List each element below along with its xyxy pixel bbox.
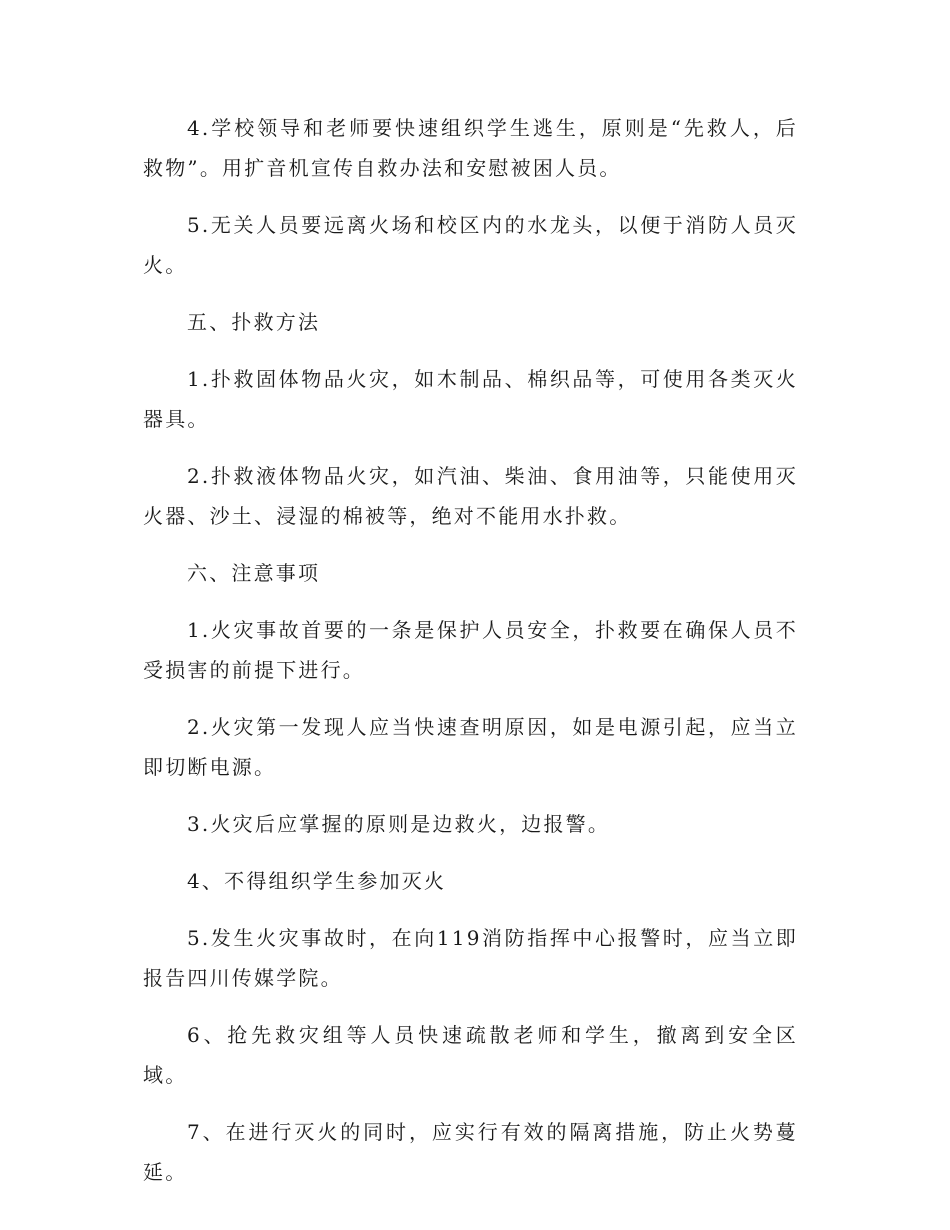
document-body [143,108,798,1209]
paragraph-5-report-119: 5.发生火灾事故时，在向119消防指挥中心报警时，应当立即报告四川传媒学院。 [143,926,798,990]
paragraph-7-isolation: 7、在进行灭火的同时，应实行有效的隔离措施，防止火势蔓延。 [143,1120,798,1184]
section-heading-precautions: 六、注意事项 [187,561,321,585]
paragraph-1-solid-fires: 1.扑救固体物品火灾，如木制品、棉织品等，可使用各类灭火器具。 [143,367,798,431]
paragraph-2-cut-power: 2.火灾第一发现人应当快速查明原因，如是电源引起，应当立即切断电源。 [143,715,798,779]
paragraph-3-principle: 3.火灾后应掌握的原则是边救火，边报警。 [187,812,611,836]
paragraph-5-stay-away-hydrants: 5.无关人员要远离火场和校区内的水龙头，以便于消防人员灭火。 [143,213,798,277]
paragraph-2-liquid-fires: 2.扑救液体物品火灾，如汽油、柴油、食用油等，只能使用灭火器、沙土、浸湿的棉被等，绝对不能用水扑救。 [143,464,798,528]
paragraph-1-personnel-safety: 1.火灾事故首要的一条是保护人员安全，扑救要在确保人员不受损害的前提下进行。 [143,618,798,682]
paragraph-4-evacuate-students: 4.学校领导和老师要快速组织学生逃生，原则是“先救人，后救物”。用扩音机宣传自救办法和安慰被困人员。 [143,116,798,180]
section-heading-firefighting-methods: 五、扑救方法 [187,310,321,334]
paragraph-4-no-students: 4、不得组织学生参加灭火 [187,869,447,893]
paragraph-6-evacuate-area: 6、抢先救灾组等人员快速疏散老师和学生，撤离到安全区域。 [143,1023,798,1087]
